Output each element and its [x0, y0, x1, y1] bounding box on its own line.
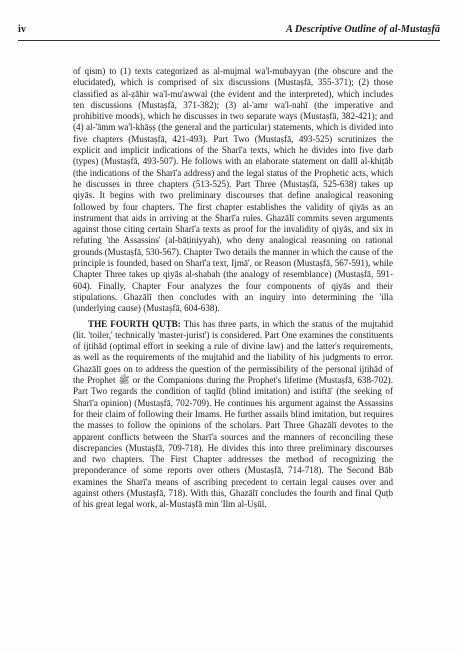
page-number: iv [18, 24, 26, 35]
paragraph-1 [73, 66, 393, 315]
paragraph-2-text: This has three parts, in which the status of the mujtahid (lit. 'toiler,' technically 'master-jurist') is considered. Part One examines the constituents of ijtihād (optimal effort in seeking a rule of divine law) and the latter's requirements, as well as the requirements of the mujtahid and the liability of his judgments to error. Ghazālī goes on to address the question of the permissibility of the personal ijtihād of the Prophet ﷺ or the Companions during the Prophet's lifetime (Mustaṣfā, 638-702). Part Two regards the condition of taqlīd (blind imitation) and istiftā' (the seeking of Sharī'a opinion) (Mustaṣfā, 702-709). He continues his argument against the Assassins for their claim of following their Imams. He further assails blind imitation, but requires the masses to follow the opinions of the scholars. Part Three Ghazālī devotes to the apparent conflicts between the Sharī'a sources and the manners of reconciling these discrepancies (Mustaṣfā, 709-718). He divides this into three preliminary discourses and two chapters. The First Chapter addresses the method of recognizing the preponderance of some reports over others (Mustaṣfā, 714-718). The Second Bāb examines the Sharī'a means of ascribing precedent to certain legal causes over and against others (Mustaṣfā, 718). With this, Ghazālī concludes the fourth and final Quṭb of his great legal work, al-Mustaṣfā min 'Ilm al-Uṣūl. [73, 318, 393, 510]
running-title: A Descriptive Outline of al-Mustaṣfā [286, 24, 440, 35]
paragraph-1-text: of qism) to (1) texts categorized as al-mujmal wa'l-mubayyan (the obscure and the elucidated), which is comprised of six discussions (Mustaṣfā, 355-371); (2) those classified as al-ẓāhir wa'l-mu'awwal (the evident and the interpreted), which includes ten discussions (Mustaṣfā, 371-382); (3) al-'amr wa'l-nahī (the imperative and prohibitive moods), which he discusses in two separate ways (Mustaṣfā, 382-421); and (4) al-'āmm wa'l-khāṣṣ (the general and the particular) statements, which is divided into five chapters (Mustaṣfā, 421-493). Part Two (Mustaṣfā, 493-525) scrutinizes the explicit and implicit indications of the Sharī'a texts, which he divides into five ḍarb (types) (Mustaṣfā, 493-507). He follows with an elaborate statement on dalīl al-khiṭāb (the indications of the Sharī'a address) and the legal status of the Prophetic acts, which he discusses in three chapters (513-525). Part Three (Mustaṣfā, 525-638) takes up qiyās. It begins with two preliminary discourses that define analogical reasoning followed by four chapters. The first chapter establishes the validity of qiyās as an instrument that aids in arriving at the Sharī'a rules. Ghazālī commits seven arguments against those citing certain Sharī'a texts as proof for the invalidity of qiyās, and six in refuting 'the Assassins' (al-bāṭiniyyah), who deny analogical reasoning on rational grounds (Mustaṣfā, 530-567). Chapter Two details the manner in which the cause of the principle is founded, based on Sharī'a text, Ijmā', or Reason (Mustaṣfā, 567-591), while Chapter Three takes up qiyās al-shabah (the analogy of resemblance) (Mustaṣfā, 591-604). Finally, Chapter Four analyzes the four components of qiyās and their stipulations. Ghazālī then concludes with an inquiry into determining the 'illa (underlying cause) (Mustaṣfā, 604-638). [73, 66, 393, 314]
section-heading-fourth-qutb: THE FOURTH QUṬB: [88, 318, 181, 329]
paragraph-2 [73, 319, 393, 511]
header-rule [18, 40, 440, 41]
body-text [73, 66, 393, 511]
running-header [18, 24, 440, 35]
